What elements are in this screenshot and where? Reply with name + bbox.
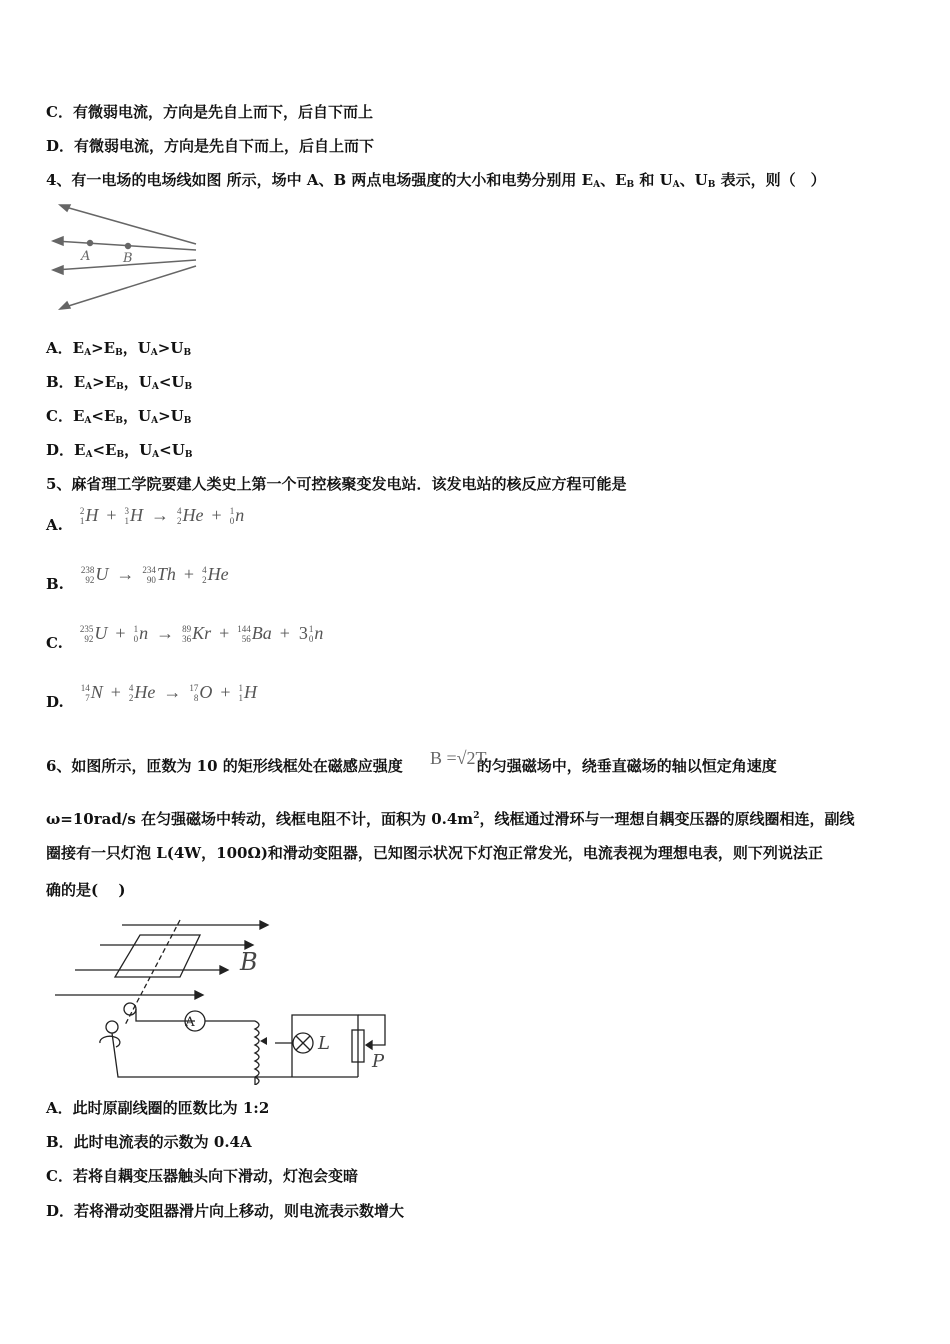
element-symbol: Ba [251, 623, 272, 643]
mass-number: 1 [238, 682, 244, 693]
element-symbol: H [244, 682, 258, 702]
q4-stem-text: 4、有一电场的电场线如图 所示，场中 A、B 两点电场强度的大小和电势分别用 E [46, 171, 594, 189]
option-letter: C． [46, 407, 73, 425]
option-label: D. [46, 693, 64, 711]
field-b-label: B [240, 948, 258, 976]
mass-number: 14 [80, 682, 90, 693]
element-symbol: N [90, 682, 103, 702]
q6-option-b: B．此时电流表的示数为 0.4A [46, 1133, 252, 1151]
nuclide [81, 682, 103, 703]
option-label: C. [46, 634, 63, 652]
mass-number: 238 [80, 564, 95, 575]
nuclide [80, 505, 99, 526]
atomic-number: 36 [182, 633, 192, 644]
nuclide [80, 623, 108, 644]
element-symbol: O [199, 682, 213, 702]
relation-e: < [91, 407, 104, 425]
q3-option-d: D．有微弱电流，方向是先自下而上，后自上而下 [46, 137, 375, 155]
nuclide [237, 623, 272, 644]
mass-number: 4 [177, 505, 182, 516]
atomic-number: 2 [177, 515, 182, 526]
mass-number: 4 [128, 682, 134, 693]
nuclide [298, 623, 324, 644]
element-symbol: He [134, 682, 156, 702]
atomic-number: 2 [128, 692, 134, 703]
element-symbol: He [207, 564, 229, 584]
atomic-number: 92 [84, 633, 94, 644]
relation-e: > [92, 373, 105, 391]
q4-option-b: B．$E_A>E_B$，$U_A<U_B$ [46, 373, 193, 392]
element-symbol: U [95, 564, 109, 584]
element-symbol: H [130, 505, 144, 525]
q4-stem: 4、有一电场的电场线如图 所示，场中 A、B 两点电场强度的大小和电势分别用 $E_A$、$E_B$ 和 $U_A$、$U_B$ 表示，则（ ） [46, 171, 826, 190]
relation-e: > [91, 339, 104, 357]
q5-option-d: D. 14 7 N + 4 2 He → 17 8 O + 1 1 H [46, 682, 258, 711]
mass-number: 1 [229, 505, 235, 516]
nuclide [129, 682, 156, 703]
element-symbol: He [182, 505, 204, 525]
q6-option-d: D．若将滑动变阻器滑片向上移动，则电流表示数增大 [46, 1202, 405, 1220]
atomic-number: 1 [79, 515, 85, 526]
q6-option-a: A．此时原副线圈的匝数比为 1:2 [46, 1099, 270, 1117]
relation-u: < [159, 441, 172, 459]
atomic-number: 1 [124, 515, 130, 526]
generator-circuit-figure [50, 915, 395, 1085]
ammeter-label: A [185, 1015, 195, 1030]
nuclide [134, 623, 149, 644]
option-label: B. [46, 575, 64, 593]
nuclide [239, 682, 258, 703]
mass-number: 4 [202, 564, 207, 575]
atomic-number: 7 [85, 692, 90, 703]
q6-stem-1b: 的匀强磁场中，绕垂直磁场的轴以恒定角速度 [476, 757, 777, 775]
q6-option-c: C．若将自耦变压器触头向下滑动，灯泡会变暗 [46, 1167, 358, 1185]
q5-option-c: C. 235 92 U + 1 0 n → 89 36 Kr + 144 56 Ba + 3 1 0 n [46, 623, 324, 652]
electric-field-figure [50, 198, 200, 316]
relation-e: < [92, 441, 106, 459]
mass-number: 17 [189, 682, 199, 693]
nuclide [125, 505, 144, 526]
nuclide [177, 505, 204, 526]
element-symbol: H [85, 505, 99, 525]
q5-option-b: B. 238 92 U → 234 90 Th + 4 2 He [46, 564, 229, 593]
atomic-number: 1 [238, 692, 244, 703]
element-symbol: U [94, 623, 108, 643]
atomic-number: 0 [308, 633, 314, 644]
atomic-number: 2 [202, 574, 207, 585]
element-symbol: n [139, 623, 149, 643]
q6-stem-2b: ，线框通过滑环与一理想自耦变压器的原线圈相连，副线 [479, 810, 855, 828]
q6-stem-line2: ω=10rad/s 在匀强磁场中转动，线框电阻不计，面积为 $0.4m^2$，线框通过滑环与一理想自耦变压器的原线圈相连，副线 [46, 810, 855, 828]
atomic-number: 0 [133, 633, 139, 644]
relation-u: > [158, 407, 171, 425]
q3-option-c: C．有微弱电流，方向是先自上而下，后自下而上 [46, 103, 373, 121]
mass-number: 1 [308, 623, 314, 634]
nuclide [182, 623, 211, 644]
rheostat-p-label: P [372, 1051, 385, 1072]
element-symbol: Kr [192, 623, 212, 643]
nuclide [189, 682, 212, 703]
mass-number: 144 [237, 623, 251, 634]
point-a-label: A [81, 249, 91, 264]
q5-option-a: A. 2 1 H + 3 1 H → 4 2 He + 1 0 n [46, 505, 245, 534]
relation-u: < [158, 373, 172, 391]
nuclide [81, 564, 109, 585]
option-label: A. [46, 516, 63, 534]
option-letter: B． [46, 373, 74, 391]
b-field-expression: B =√2T [430, 748, 487, 768]
atomic-number: 90 [146, 574, 156, 585]
q6-stem-line3: 圈接有一只灯泡 L(4W，100Ω)和滑动变阻器，已知图示状况下灯泡正常发光，电流表视为理想电表，则下列说法正 [46, 844, 823, 862]
q6-stem-line4: 确的是( ) [46, 881, 126, 899]
q5-stem: 5、麻省理工学院要建人类史上第一个可控核聚变发电站．该发电站的核反应方程可能是 [46, 475, 627, 493]
q6-stem-1a: 6、如图所示，匝数为 10 的矩形线框处在磁感应强度 [46, 757, 403, 775]
q4-option-a: A．$E_A>E_B$，$U_A>U_B$ [46, 339, 192, 358]
mass-number: 2 [79, 505, 85, 516]
q4-option-c: C．$E_A<E_B$，$U_A>U_B$ [46, 407, 192, 426]
mass-number: 89 [182, 623, 192, 634]
relation-u: > [157, 339, 171, 357]
mass-number: 3 [124, 505, 130, 516]
atomic-number: 8 [193, 692, 199, 703]
atomic-number: 92 [85, 574, 95, 585]
mass-number: 235 [79, 623, 94, 634]
option-letter: D． [46, 441, 75, 459]
coefficient: 3 [298, 623, 308, 643]
q4-option-d: D．$E_A<E_B$，$U_A<U_B$ [46, 441, 193, 460]
atomic-number: 0 [229, 515, 235, 526]
mass-number: 1 [133, 623, 139, 634]
q6-stem-2: ω=10rad/s 在匀强磁场中转动，线框电阻不计，面积为 0.4m [46, 810, 474, 828]
nuclide [202, 564, 229, 585]
option-letter: A． [46, 339, 73, 357]
element-symbol: n [235, 505, 245, 525]
point-b-label: B [123, 251, 133, 266]
atomic-number: 56 [241, 633, 251, 644]
mass-number: 234 [142, 564, 156, 575]
lamp-l-label: L [318, 1033, 330, 1054]
element-symbol: Th [156, 564, 176, 584]
nuclide [230, 505, 245, 526]
nuclide [142, 564, 176, 585]
element-symbol: n [314, 623, 324, 643]
q6-stem-line1 [46, 756, 777, 776]
